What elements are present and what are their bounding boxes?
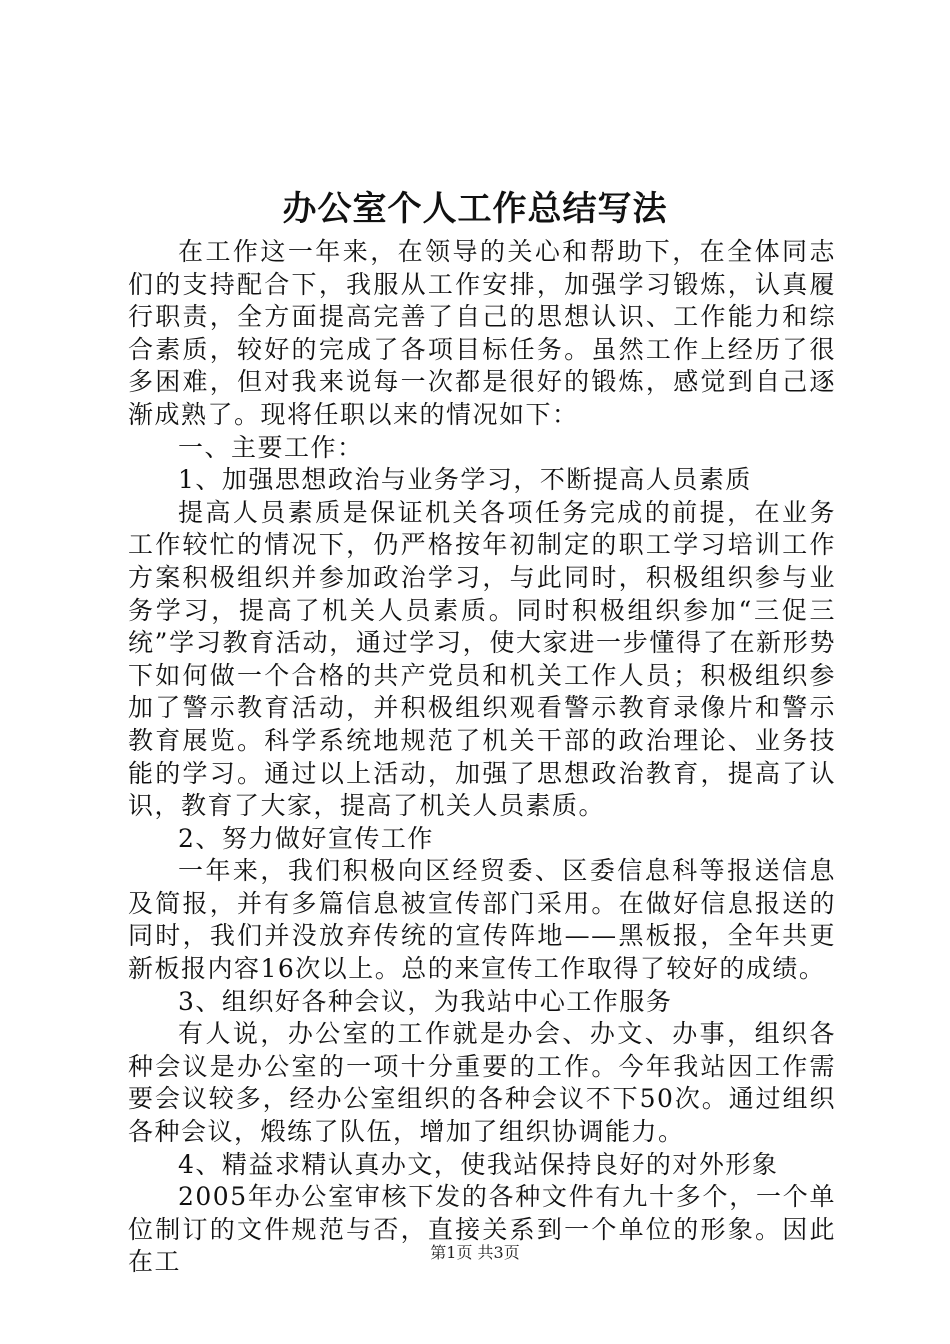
- paragraph-meetings: 有人说，办公室的工作就是办会、办文、办事，组织各种会议是办公室的一项十分重要的工作。今年我站因工作需要会议较多，经办公室组织的各种会议不下50次。通过组织各种会议，煅练了队伍，增加了组织协调能力。: [128, 1019, 836, 1147]
- document-title: 办公室个人工作总结写法: [282, 189, 668, 229]
- page-footer: 第1页 共3页: [430, 1243, 520, 1262]
- subheading-study: 1、加强思想政治与业务学习，不断提高人员素质: [178, 465, 752, 495]
- paragraph-study: 提高人员素质是保证机关各项任务完成的前提，在业务工作较忙的情况下，仍严格按年初制定的职工学习培训工作方案积极组织并参加政治学习，与此同时，积极组织参与业务学习，提高了机关人员素质。同时积极组织参加“三促三统”学习教育活动，通过学习，使大家进一步懂得了在新形势下如何做一个合格的共产党员和机关工作人员；积极组织参加了警示教育活动，并积极组织观看警示教育录像片和警示教育展览。科学系统地规范了机关干部的政治理论、业务技能的学习。通过以上活动，加强了思想政治教育，提高了认识，教育了大家，提高了机关人员素质。: [128, 497, 836, 821]
- section-heading-main-work: 一、主要工作：: [178, 432, 364, 462]
- subheading-publicity: 2、努力做好宣传工作: [178, 823, 434, 853]
- subheading-meetings: 3、组织好各种会议，为我站中心工作服务: [178, 986, 673, 1016]
- intro-paragraph: 在工作这一年来，在领导的关心和帮助下，在全体同志们的支持配合下，我服从工作安排，加强学习锻炼，认真履行职责，全方面提高完善了自己的思想认识、工作能力和综合素质，较好的完成了各项目标任务。虽然工作上经历了很多困难，但对我来说每一次都是很好的锻炼，感觉到自己逐渐成熟了。现将任职以来的情况如下：: [128, 237, 836, 429]
- paragraph-documents: 2005年办公室审核下发的各种文件有九十多个，一个单位制订的文件规范与否，直接关系到一个单位的形象。因此在工: [128, 1182, 836, 1277]
- subheading-documents: 4、精益求精认真办文，使我站保持良好的对外形象: [178, 1149, 779, 1179]
- paragraph-publicity: 一年来，我们积极向区经贸委、区委信息科等报送信息及简报，并有多篇信息被宣传部门采用。在做好信息报送的同时，我们并没放弃传统的宣传阵地——黑板报，全年共更新板报内容16次以上。总的来宣传工作取得了较好的成绩。: [128, 856, 836, 984]
- document-body: [128, 236, 836, 1279]
